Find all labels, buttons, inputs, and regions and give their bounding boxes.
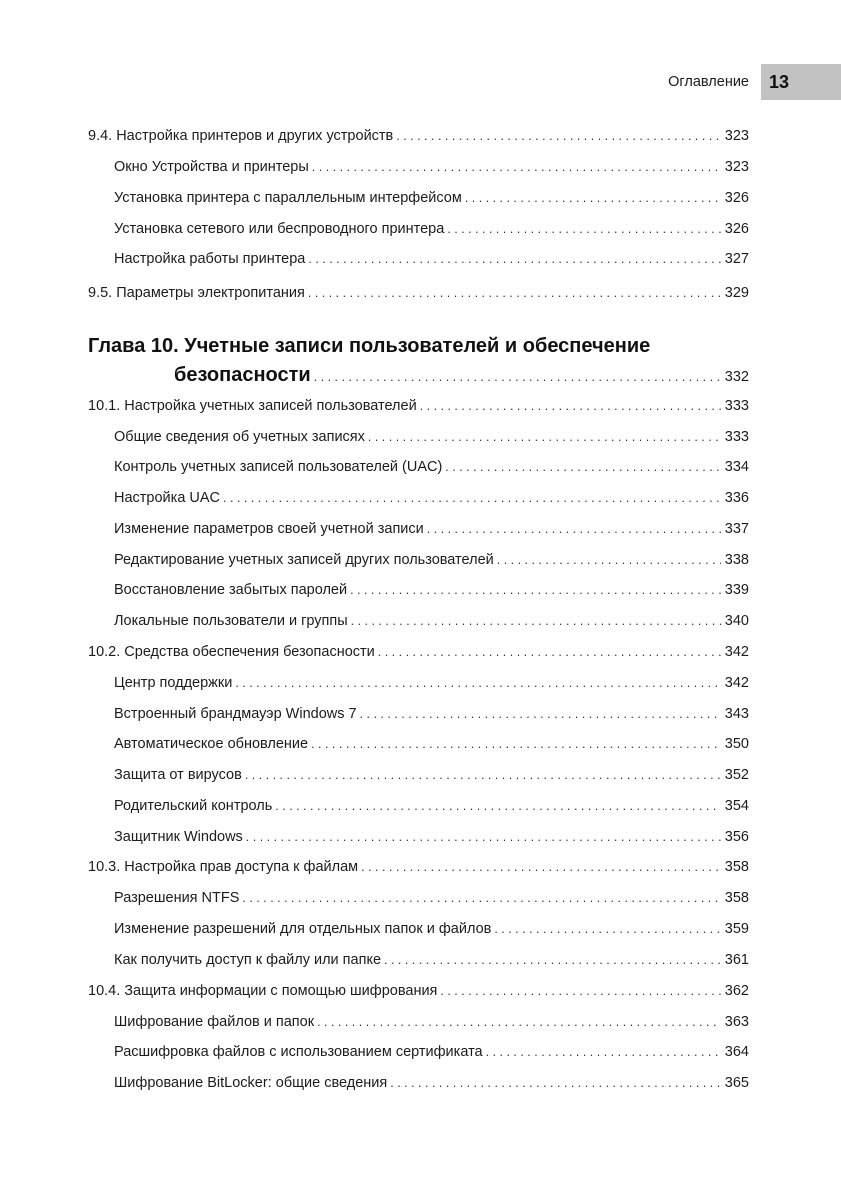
- dot-leader: [390, 1072, 721, 1094]
- chapter-title-line2: безопасности: [174, 364, 311, 386]
- toc-entry[interactable]: [114, 1011, 749, 1033]
- toc-entry-page: 365: [724, 1075, 749, 1091]
- dot-leader: [447, 218, 720, 240]
- toc-entry-page: 361: [724, 952, 749, 968]
- toc-entry-9-5[interactable]: [88, 282, 749, 304]
- dot-leader: [360, 703, 721, 725]
- dot-leader: [486, 1041, 721, 1063]
- toc-entry[interactable]: [114, 579, 749, 601]
- dot-leader: [384, 949, 721, 971]
- toc-entry[interactable]: [114, 426, 749, 448]
- toc-entry[interactable]: [114, 1072, 749, 1094]
- dot-leader: [361, 856, 721, 878]
- toc-entry-label: 10.2. Средства обеспечения безопасности: [88, 644, 375, 660]
- toc-entry-label: 9.5. Параметры электропитания: [88, 285, 305, 301]
- dot-leader: [242, 887, 720, 909]
- toc-entry-page: 338: [724, 552, 749, 568]
- dot-leader: [445, 456, 721, 478]
- toc-entry-page: 327: [724, 251, 749, 267]
- toc-entry-page: 340: [724, 613, 749, 629]
- toc-entry-page: 334: [724, 459, 749, 475]
- toc-entry-page: 356: [724, 829, 749, 845]
- chapter-heading-continuation[interactable]: [174, 362, 749, 388]
- toc-entry-page: 354: [724, 798, 749, 814]
- dot-leader: [465, 187, 721, 209]
- toc-entry-label: Защитник Windows: [114, 829, 243, 845]
- dot-leader: [275, 795, 721, 817]
- toc-entry[interactable]: [114, 949, 749, 971]
- dot-leader: [246, 826, 721, 848]
- toc-entry-label: Расшифровка файлов с использованием сертификата: [114, 1044, 483, 1060]
- toc-entry-label: Защита от вирусов: [114, 767, 242, 783]
- toc-entry-10-3[interactable]: [88, 856, 749, 878]
- toc-entry[interactable]: [114, 887, 749, 909]
- toc-entry-label: Локальные пользователи и группы: [114, 613, 348, 629]
- toc-entry-page: 333: [724, 398, 749, 414]
- dot-leader: [378, 641, 721, 663]
- dot-leader: [440, 980, 720, 1002]
- toc-entry[interactable]: [114, 610, 749, 632]
- toc-entry[interactable]: [114, 156, 749, 178]
- toc-entry-10-4[interactable]: [88, 980, 749, 1002]
- toc-entry[interactable]: [114, 703, 749, 725]
- toc-entry-page: 358: [724, 859, 749, 875]
- toc-entry-page: 339: [724, 582, 749, 598]
- toc-entry[interactable]: [114, 218, 749, 240]
- toc-entry-label: 9.4. Настройка принтеров и других устройств: [88, 128, 394, 144]
- toc-entry-label: 10.1. Настройка учетных записей пользователей: [88, 398, 417, 414]
- toc-entry-label: Встроенный брандмауэр Windows 7: [114, 706, 357, 722]
- dot-leader: [420, 395, 721, 417]
- toc-entry-page: 329: [724, 285, 749, 301]
- toc-entry[interactable]: [114, 518, 749, 540]
- dot-leader: [308, 282, 721, 304]
- toc-entry-page: 364: [724, 1044, 749, 1060]
- toc-entry-label: 10.4. Защита информации с помощью шифрования: [88, 983, 438, 999]
- toc-entry-label: 10.3. Настройка прав доступа к файлам: [88, 859, 359, 875]
- toc-entry-label: Редактирование учетных записей других пользователей: [114, 552, 494, 568]
- toc-entry-label: Общие сведения об учетных записях: [114, 429, 365, 445]
- toc-entry-10-2[interactable]: [88, 641, 749, 663]
- toc-entry[interactable]: [114, 1041, 749, 1063]
- toc-entry-page: 359: [724, 921, 749, 937]
- dot-leader: [311, 733, 721, 755]
- chapter-page: 332: [724, 369, 749, 385]
- toc-entry-page: 326: [724, 221, 749, 237]
- toc-entry-page: 323: [724, 128, 749, 144]
- toc-entry-label: Центр поддержки: [114, 675, 233, 691]
- toc-entry-label: Изменение разрешений для отдельных папок и файлов: [114, 921, 492, 937]
- dot-leader: [312, 156, 721, 178]
- toc-entry-page: 363: [724, 1014, 749, 1030]
- toc-entry-page: 358: [724, 890, 749, 906]
- page-number: 13: [769, 72, 790, 92]
- toc-entry-label: Установка сетевого или беспроводного принтера: [114, 221, 445, 237]
- toc-entry-page: 343: [724, 706, 749, 722]
- toc-entry-page: 323: [724, 159, 749, 175]
- toc-entry[interactable]: [114, 764, 749, 786]
- dot-leader: [223, 487, 721, 509]
- toc-entry[interactable]: [114, 187, 749, 209]
- toc-entry-page: 350: [724, 736, 749, 752]
- toc-entry[interactable]: [114, 456, 749, 478]
- toc-entry-page: 336: [724, 490, 749, 506]
- toc-entry-page: 326: [724, 190, 749, 206]
- dot-leader: [396, 125, 721, 147]
- toc-entry-page: 342: [724, 644, 749, 660]
- toc-entry[interactable]: [114, 795, 749, 817]
- toc-entry-label: Родительский контроль: [114, 798, 273, 814]
- dot-leader: [350, 579, 721, 601]
- toc-entry[interactable]: [114, 826, 749, 848]
- toc-entry-label: Настройка работы принтера: [114, 251, 306, 267]
- toc-entry-page: 362: [724, 983, 749, 999]
- dot-leader: [427, 518, 721, 540]
- toc-entry-page: 352: [724, 767, 749, 783]
- toc-entry-label: Окно Устройства и принтеры: [114, 159, 309, 175]
- dot-leader: [317, 1011, 721, 1033]
- dot-leader: [351, 610, 721, 632]
- toc-entry[interactable]: [114, 549, 749, 571]
- dot-leader: [314, 364, 721, 390]
- toc-entry[interactable]: [114, 733, 749, 755]
- dot-leader: [368, 426, 721, 448]
- toc-entry[interactable]: [114, 918, 749, 940]
- dot-leader: [308, 248, 720, 270]
- toc-entry-page: 333: [724, 429, 749, 445]
- toc-entry-10-1[interactable]: [88, 395, 749, 417]
- running-header-title: Оглавление: [668, 74, 749, 90]
- toc-entry-label: Разрешения NTFS: [114, 890, 240, 906]
- chapter-title-line1: Учетные записи пользователей и обеспечение: [184, 335, 651, 357]
- dot-leader: [245, 764, 721, 786]
- toc-entry-label: Установка принтера с параллельным интерфейсом: [114, 190, 462, 206]
- chapter-heading[interactable]: [88, 333, 650, 359]
- toc-entry-9-4[interactable]: [88, 125, 749, 147]
- dot-leader: [494, 918, 720, 940]
- dot-leader: [235, 672, 720, 694]
- toc-entry-page: 337: [724, 521, 749, 537]
- page-number-tab: [761, 64, 841, 100]
- toc-entry[interactable]: [114, 487, 749, 509]
- toc-entry[interactable]: [114, 672, 749, 694]
- chapter-prefix: Глава 10.: [88, 335, 179, 357]
- toc-entry-label: Изменение параметров своей учетной записи: [114, 521, 424, 537]
- toc-entry-label: Восстановление забытых паролей: [114, 582, 348, 598]
- toc-entry-label: Шифрование файлов и папок: [114, 1014, 315, 1030]
- toc-entry-page: 342: [724, 675, 749, 691]
- toc-entry-label: Как получить доступ к файлу или папке: [114, 952, 382, 968]
- toc-entry-label: Шифрование BitLocker: общие сведения: [114, 1075, 388, 1091]
- dot-leader: [497, 549, 721, 571]
- toc-entry-label: Контроль учетных записей пользователей (UAC): [114, 459, 443, 475]
- toc-entry-label: Автоматическое обновление: [114, 736, 309, 752]
- toc-entry[interactable]: [114, 248, 749, 270]
- toc-entry-label: Настройка UAC: [114, 490, 221, 506]
